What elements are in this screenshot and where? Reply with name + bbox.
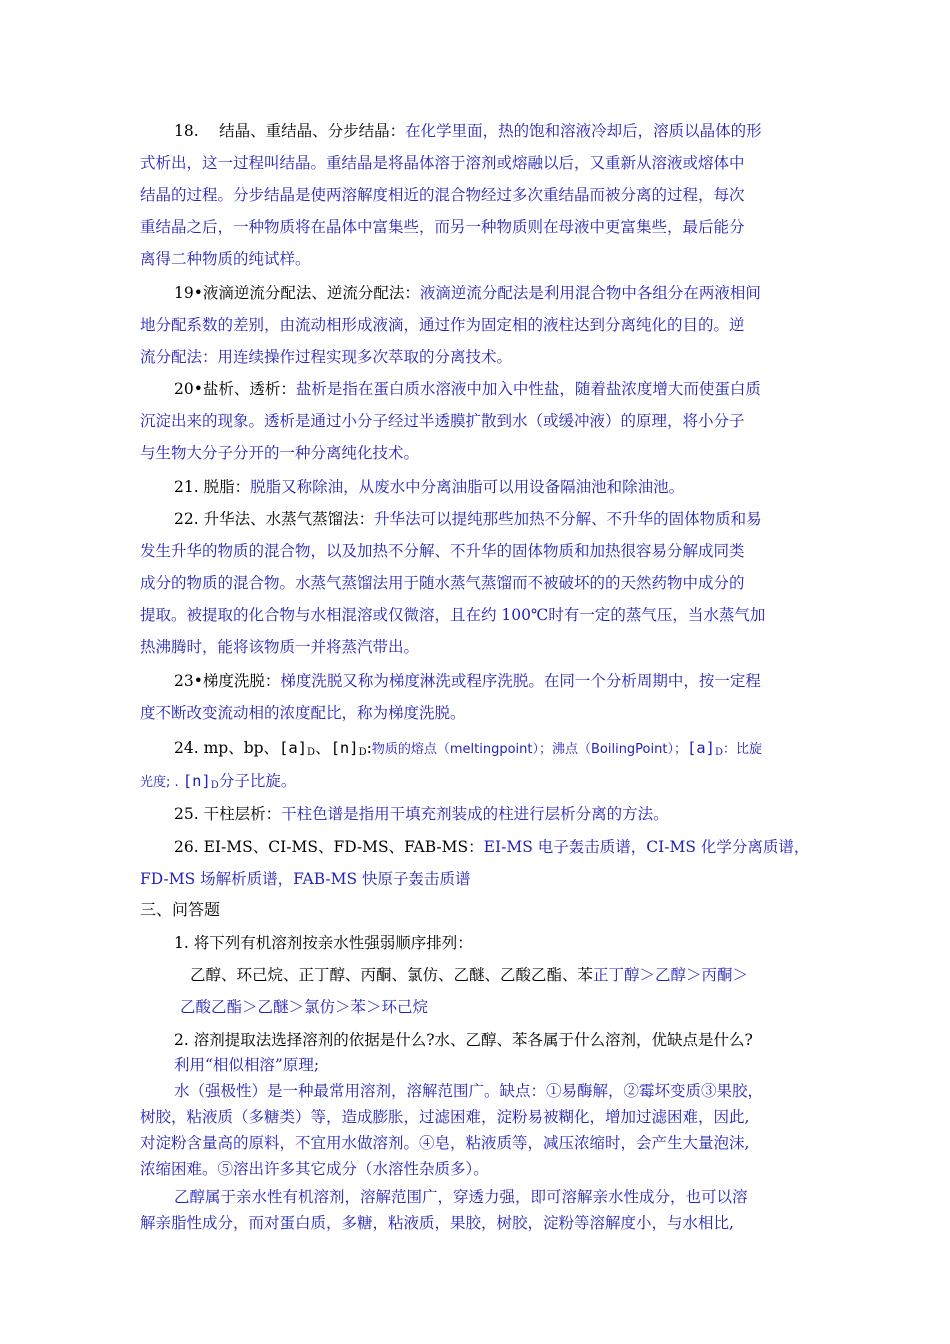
item-18-line-2: 式析出，这一过程叫结晶。重结晶是将晶体溶于溶剂或熔融以后，又重新从溶液或熔体中 xyxy=(140,154,745,172)
item-19-label: 19•液滴逆流分配法、逆流分配法： xyxy=(174,284,420,302)
item-22-text: 升华法可以提纯那些加热不分解、不升华的固体物质和易 xyxy=(374,510,762,528)
item-19-line-2: 地分配系数的差别，由流动相形成液滴，通过作为固定相的液柱达到分离纯化的目的。逆 xyxy=(140,316,745,334)
item-23-text: 梯度洗脱又称为梯度淋洗或程序洗脱。在同一个分析周期中，按一定程 xyxy=(280,672,761,690)
answer-2-line-4: 对淀粉含量高的原料，不宜用水做溶剂。④皂，粘液质等，减压浓缩时，会产生大量泡沫, xyxy=(140,1134,750,1152)
item-24-desc-4: 分子比旋。 xyxy=(218,772,297,790)
solvent-list: 乙醇、环己烷、正丁醇、丙酮、氯仿、乙醚、乙酸乙酯、苯 xyxy=(190,966,594,984)
subscript-d: D xyxy=(210,780,219,791)
item-24-prefix: 24. mp、bp、 xyxy=(174,739,280,757)
item-19-line-3: 流分配法：用连续操作过程实现多次萃取的分离技术。 xyxy=(140,348,513,366)
item-26-line-2: FD-MS 场解析质谱，FAB-MS 快原子轰击质谱 xyxy=(140,870,471,888)
item-24-desc-3: 光度; . xyxy=(140,775,183,790)
item-26-label: 26. EI-MS、CI-MS、FD-MS、FAB-MS： xyxy=(174,838,484,856)
item-23-line-1 xyxy=(174,670,761,692)
item-18-text: 在化学里面，热的饱和溶液冷却后，溶质以晶体的形 xyxy=(405,122,762,140)
item-23-label: 23•梯度洗脱： xyxy=(174,672,281,690)
colon: : xyxy=(366,739,372,757)
item-22-line-3: 成分的物质的混合物。水蒸气蒸馏法用于随水蒸气蒸馏而不被破坏的的天然药物中成分的 xyxy=(140,574,745,592)
question-1-line-2 xyxy=(190,964,748,986)
item-20-line-3: 与生物大分子分开的一种分离纯化技术。 xyxy=(140,444,420,462)
answer-2-line-2: 水（强极性）是一种最常用溶剂，溶解范围广。缺点：①易酶解，②霉坏变质③果胶， xyxy=(174,1082,764,1100)
item-26-line-1 xyxy=(174,836,809,858)
item-24-desc-2: ：比旋 xyxy=(723,742,763,757)
item-26-text: EI-MS 电子轰击质谱，CI-MS 化学分离质谱， xyxy=(483,838,810,856)
item-21-label: 21. 脱脂： xyxy=(174,478,251,496)
item-18-line-1 xyxy=(174,120,762,142)
item-25-text: 干柱色谱是指用干填充剂装成的柱进行层析分离的方法。 xyxy=(281,805,669,823)
answer-2-line-7: 解亲脂性成分，而对蛋白质，多糖，粘液质，果胶，树胶，淀粉等溶解度小，与水相比, xyxy=(140,1214,734,1232)
separator: 、 xyxy=(315,739,331,757)
subscript-d: D xyxy=(358,747,367,758)
n-symbol: [n] xyxy=(330,739,359,757)
item-22-label: 22. 升华法、水蒸气蒸馏法： xyxy=(174,510,375,528)
subscript-d: D xyxy=(307,747,316,758)
answer-2-line-6: 乙醇属于亲水性有机溶剂，溶解范围广，穿透力强，即可溶解亲水性成分，也可以溶 xyxy=(174,1188,748,1206)
item-18-line-4: 重结晶之后，一种物质将在晶体中富集些，而另一种物质则在母液中更富集些，最后能分 xyxy=(140,218,745,236)
answer-1-part-2: 乙酸乙酯＞乙醚＞氯仿＞苯＞环己烷 xyxy=(180,998,429,1016)
item-22-line-1 xyxy=(174,508,762,530)
item-18-line-3: 结晶的过程。分步结晶是使两溶解度相近的混合物经过多次重结晶而被分离的过程，每次 xyxy=(140,186,745,204)
item-19-line-1 xyxy=(174,282,761,304)
item-21-line-1 xyxy=(174,476,684,498)
item-24-desc: 物质的熔点（meltingpoint）；沸点（BoilingPoint）； xyxy=(371,742,687,757)
item-18-label: 18. 结晶、重结晶、分步结晶： xyxy=(174,122,406,140)
item-24-line-2 xyxy=(140,770,296,797)
answer-2-line-1: 利用“相似相溶”原理; xyxy=(174,1056,320,1074)
item-24-line-1 xyxy=(174,737,762,764)
question-1: 1. 将下列有机溶剂按亲水性强弱顺序排列： xyxy=(174,934,473,952)
section-heading: 三、问答题 xyxy=(140,900,221,919)
item-22-line-4: 提取。被提取的化合物与水相混溶或仅微溶，且在约 100℃时有一定的蒸气压，当水蒸气加 xyxy=(140,606,766,624)
item-20-label: 20•盐析、透析： xyxy=(174,380,296,398)
item-18-line-5: 离得二种物质的纯试样。 xyxy=(140,250,311,268)
alpha-symbol: [a] xyxy=(279,739,308,757)
item-22-line-5: 热沸腾时，能将该物质一并将蒸汽带出。 xyxy=(140,638,420,656)
item-20-text: 盐析是指在蛋白质水溶液中加入中性盐，随着盐浓度增大而使蛋白质 xyxy=(295,380,761,398)
item-22-line-2: 发生升华的物质的混合物，以及加热不分解、不升华的固体物质和加热很容易分解成同类 xyxy=(140,542,745,560)
item-23-line-2: 度不断改变流动相的浓度配比，称为梯度洗脱。 xyxy=(140,704,466,722)
question-2: 2. 溶剂提取法选择溶剂的依据是什么?水、乙醇、苯各属于什么溶剂，优缺点是什么? xyxy=(174,1031,753,1049)
alpha-symbol: [a] xyxy=(686,739,715,757)
item-20-line-2: 沉淀出来的现象。透析是通过小分子经过半透膜扩散到水（或缓冲液）的原理，将小分子 xyxy=(140,412,745,430)
answer-1-part-1: 正丁醇＞乙醇＞丙酮＞ xyxy=(593,966,749,984)
item-25-line-1 xyxy=(174,803,669,825)
item-20-line-1 xyxy=(174,378,761,400)
answer-2-line-5: 浓缩困难。⑤溶出许多其它成分（水溶性杂质多）。 xyxy=(140,1160,489,1178)
item-19-text: 液滴逆流分配法是利用混合物中各组分在两液相间 xyxy=(419,284,761,302)
item-25-label: 25. 干柱层析： xyxy=(174,805,282,823)
subscript-d: D xyxy=(714,747,723,758)
item-21-text: 脱脂又称除油，从废水中分离油脂可以用设备隔油池和除油池。 xyxy=(250,478,685,496)
n-symbol: [n] xyxy=(182,772,211,790)
answer-2-line-3: 树胶，粘液质（多糖类）等，造成膨胀，过滤困难，淀粉易被糊化，增加过滤困难，因此, xyxy=(140,1108,750,1126)
